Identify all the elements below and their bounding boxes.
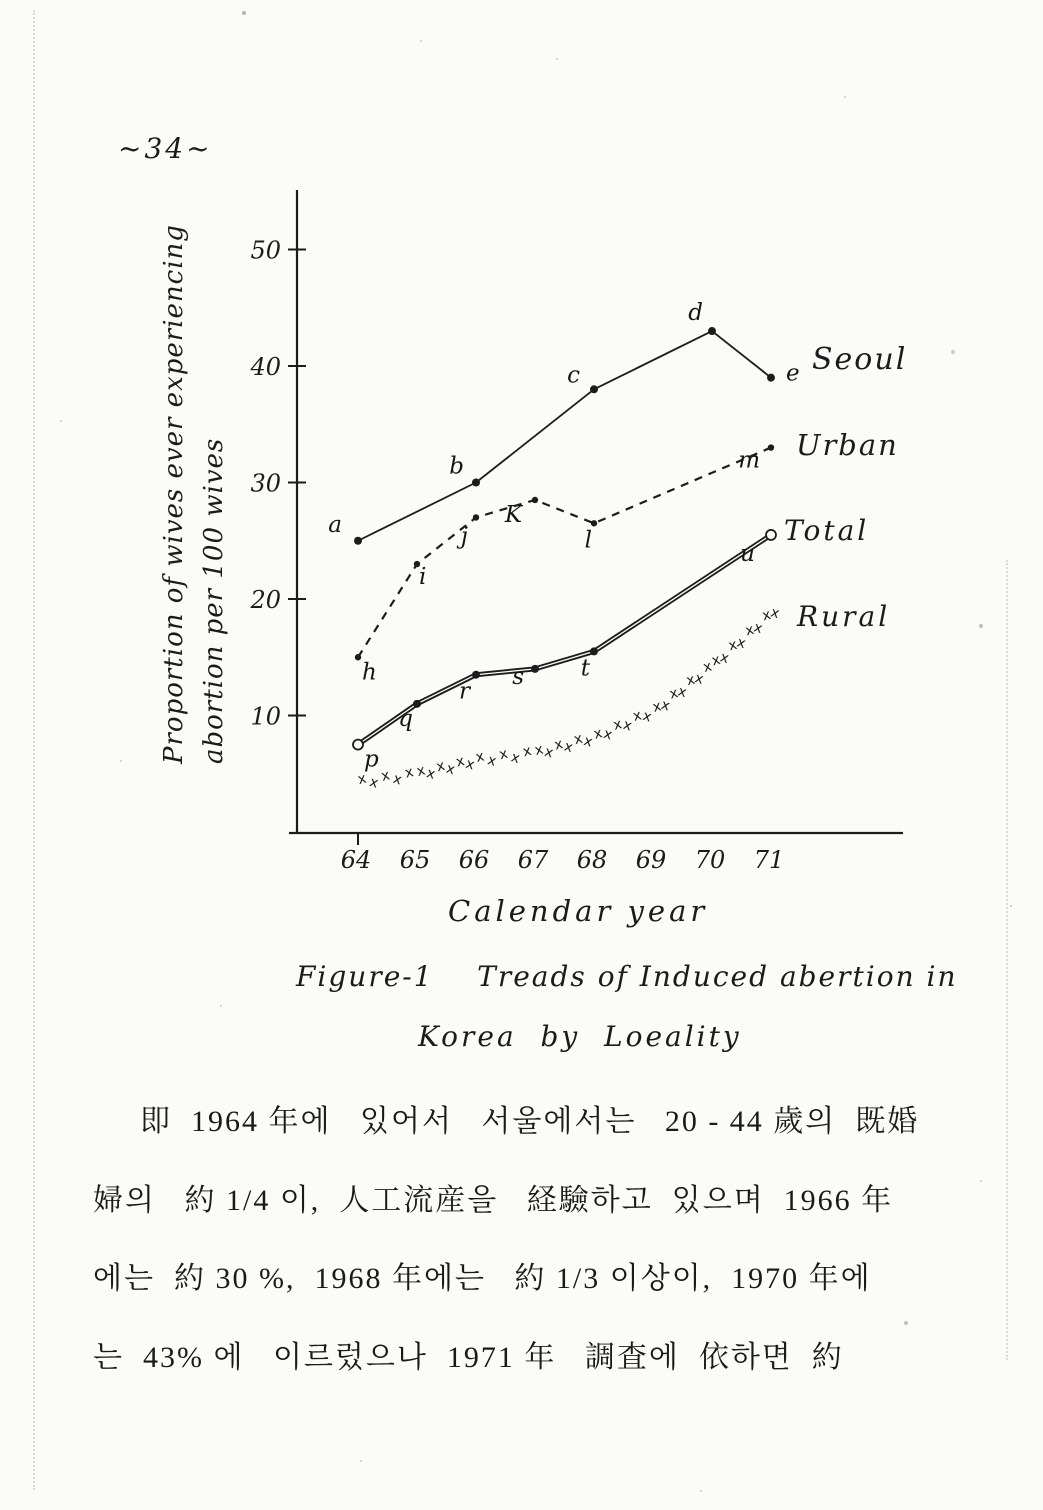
point-label-p: p (364, 746, 379, 773)
rural-x-mark: x (474, 748, 486, 767)
series-line-urban (358, 448, 771, 658)
point-label-j: j (460, 523, 468, 550)
data-point-urban (473, 514, 479, 520)
series-label-urban: Urban (796, 428, 899, 462)
rural-x-mark: x (718, 649, 731, 668)
y-axis-label (154, 219, 234, 764)
point-label-d: d (688, 300, 703, 327)
point-label-h: h (362, 659, 377, 686)
data-point-seoul (590, 385, 598, 393)
x-tick-label: 65 (399, 846, 431, 874)
data-point-seoul (472, 479, 480, 487)
point-label-b: b (449, 453, 464, 480)
data-point-seoul (767, 374, 775, 382)
rural-x-mark: x (621, 716, 634, 735)
rural-x-mark: x (701, 658, 714, 676)
body-text-line3: 에는 約 30 %, 1968 年에는 約 1/3 이상이, 1970 年에 (93, 1262, 872, 1295)
rural-x-mark: x (710, 651, 722, 670)
body-text-line1: 即 1964 年에 있어서 서울에서는 20 - 44 歲의 既婚 (140, 1105, 920, 1138)
rural-x-mark: x (434, 757, 447, 776)
y-tick-label: 10 (250, 702, 281, 731)
rural-x-mark: x (581, 732, 595, 751)
page-number: ~34~ (118, 132, 213, 165)
x-tick-label: 67 (517, 846, 549, 874)
x-tick-label: 66 (458, 846, 490, 874)
point-label-t: t (580, 655, 590, 682)
series-line-seoul (358, 331, 771, 541)
rural-x-mark: x (743, 621, 756, 640)
rural-x-mark: x (533, 741, 545, 760)
y-tick-label: 30 (250, 469, 281, 498)
series-label-rural: Rural (797, 600, 891, 633)
point-label-s: s (512, 663, 524, 690)
body-text-line4: 는 43% 에 이르렀으나 1971 年 調査에 依하면 約 (93, 1341, 844, 1374)
rural-x-mark: x (735, 634, 748, 653)
data-point-total (590, 647, 598, 655)
rural-x-mark: x (572, 730, 585, 749)
point-label-K: K (504, 501, 522, 528)
rural-x-mark: x (684, 671, 697, 690)
data-point-total (353, 740, 363, 750)
rural-x-mark: x (379, 767, 392, 785)
point-label-a: a (328, 511, 342, 538)
data-point-total (766, 530, 776, 540)
data-point-urban (768, 444, 774, 450)
y-tick-label: 40 (250, 353, 281, 381)
rural-x-mark: x (601, 725, 615, 744)
rural-x-mark: x (444, 760, 457, 779)
rural-x-mark: x (562, 738, 575, 757)
rural-x-mark: x (552, 736, 565, 754)
rural-x-mark: x (676, 683, 689, 702)
point-label-u: u (740, 540, 755, 567)
rural-x-mark: x (367, 774, 380, 792)
rural-x-mark: x (521, 742, 534, 761)
rural-x-mark: x (640, 707, 654, 726)
rural-x-mark: x (424, 765, 438, 783)
x-tick-label: 71 (753, 846, 785, 874)
x-tick-label: 68 (576, 846, 608, 874)
point-label-e: e (786, 360, 800, 387)
data-point-total (472, 671, 480, 679)
rural-x-mark: x (454, 753, 467, 771)
rural-x-mark: x (667, 685, 680, 703)
rural-x-mark: x (631, 707, 644, 725)
rural-x-mark: x (391, 770, 404, 789)
point-label-r: r (459, 678, 470, 705)
y-axis-label-line2: abortion per 100 wives (199, 437, 229, 764)
rural-x-mark: x (485, 752, 498, 770)
x-tick-label: 70 (694, 846, 726, 874)
rural-x-mark: x (659, 696, 672, 715)
point-label-i: i (419, 564, 427, 591)
y-tick-label: 20 (250, 586, 281, 614)
rural-x-mark: x (497, 745, 510, 764)
data-point-total (531, 665, 539, 673)
rural-x-mark: x (760, 606, 773, 625)
rural-x-mark: x (768, 604, 782, 623)
data-point-urban (532, 497, 538, 503)
rural-x-mark: x (415, 762, 427, 781)
rural-x-mark: x (611, 716, 624, 734)
rural-x-mark: x (356, 770, 368, 789)
rural-x-mark: x (463, 755, 477, 774)
rural-x-mark: x (751, 619, 765, 638)
rural-x-mark: x (726, 636, 739, 655)
rural-x-mark: x (592, 725, 604, 743)
rural-x-mark: x (651, 698, 663, 716)
x-axis-label: Calendar year (448, 894, 709, 928)
rural-x-mark: x (692, 670, 706, 688)
figure-caption-line2: Korea by Loeality (418, 1020, 742, 1053)
rural-x-mark: x (542, 743, 556, 762)
x-tick-label: 64 (340, 846, 372, 874)
rural-x-mark: x (509, 749, 522, 768)
y-axis-label-line1: Proportion of wives ever experiencing (159, 224, 189, 764)
point-label-q: q (398, 705, 413, 732)
data-point-urban (591, 520, 597, 526)
data-point-seoul (354, 537, 362, 545)
figure-caption-line1: Figure-1 Treads of Induced abertion in (296, 960, 958, 993)
data-point-urban (355, 654, 361, 660)
series-label-total: Total (784, 514, 870, 547)
data-point-total (413, 700, 421, 708)
x-tick-label: 69 (635, 846, 667, 874)
point-label-c: c (567, 362, 580, 389)
y-tick-label: 50 (250, 236, 281, 265)
rural-x-mark: x (403, 764, 416, 782)
body-text-line2: 婦의 約 1/4 이, 人工流産을 経驗하고 있으며 1966 年 (93, 1184, 894, 1217)
point-label-l: l (584, 527, 592, 554)
series-label-seoul: Seoul (812, 342, 908, 377)
point-label-m: m (738, 447, 760, 474)
data-point-seoul (708, 327, 716, 335)
